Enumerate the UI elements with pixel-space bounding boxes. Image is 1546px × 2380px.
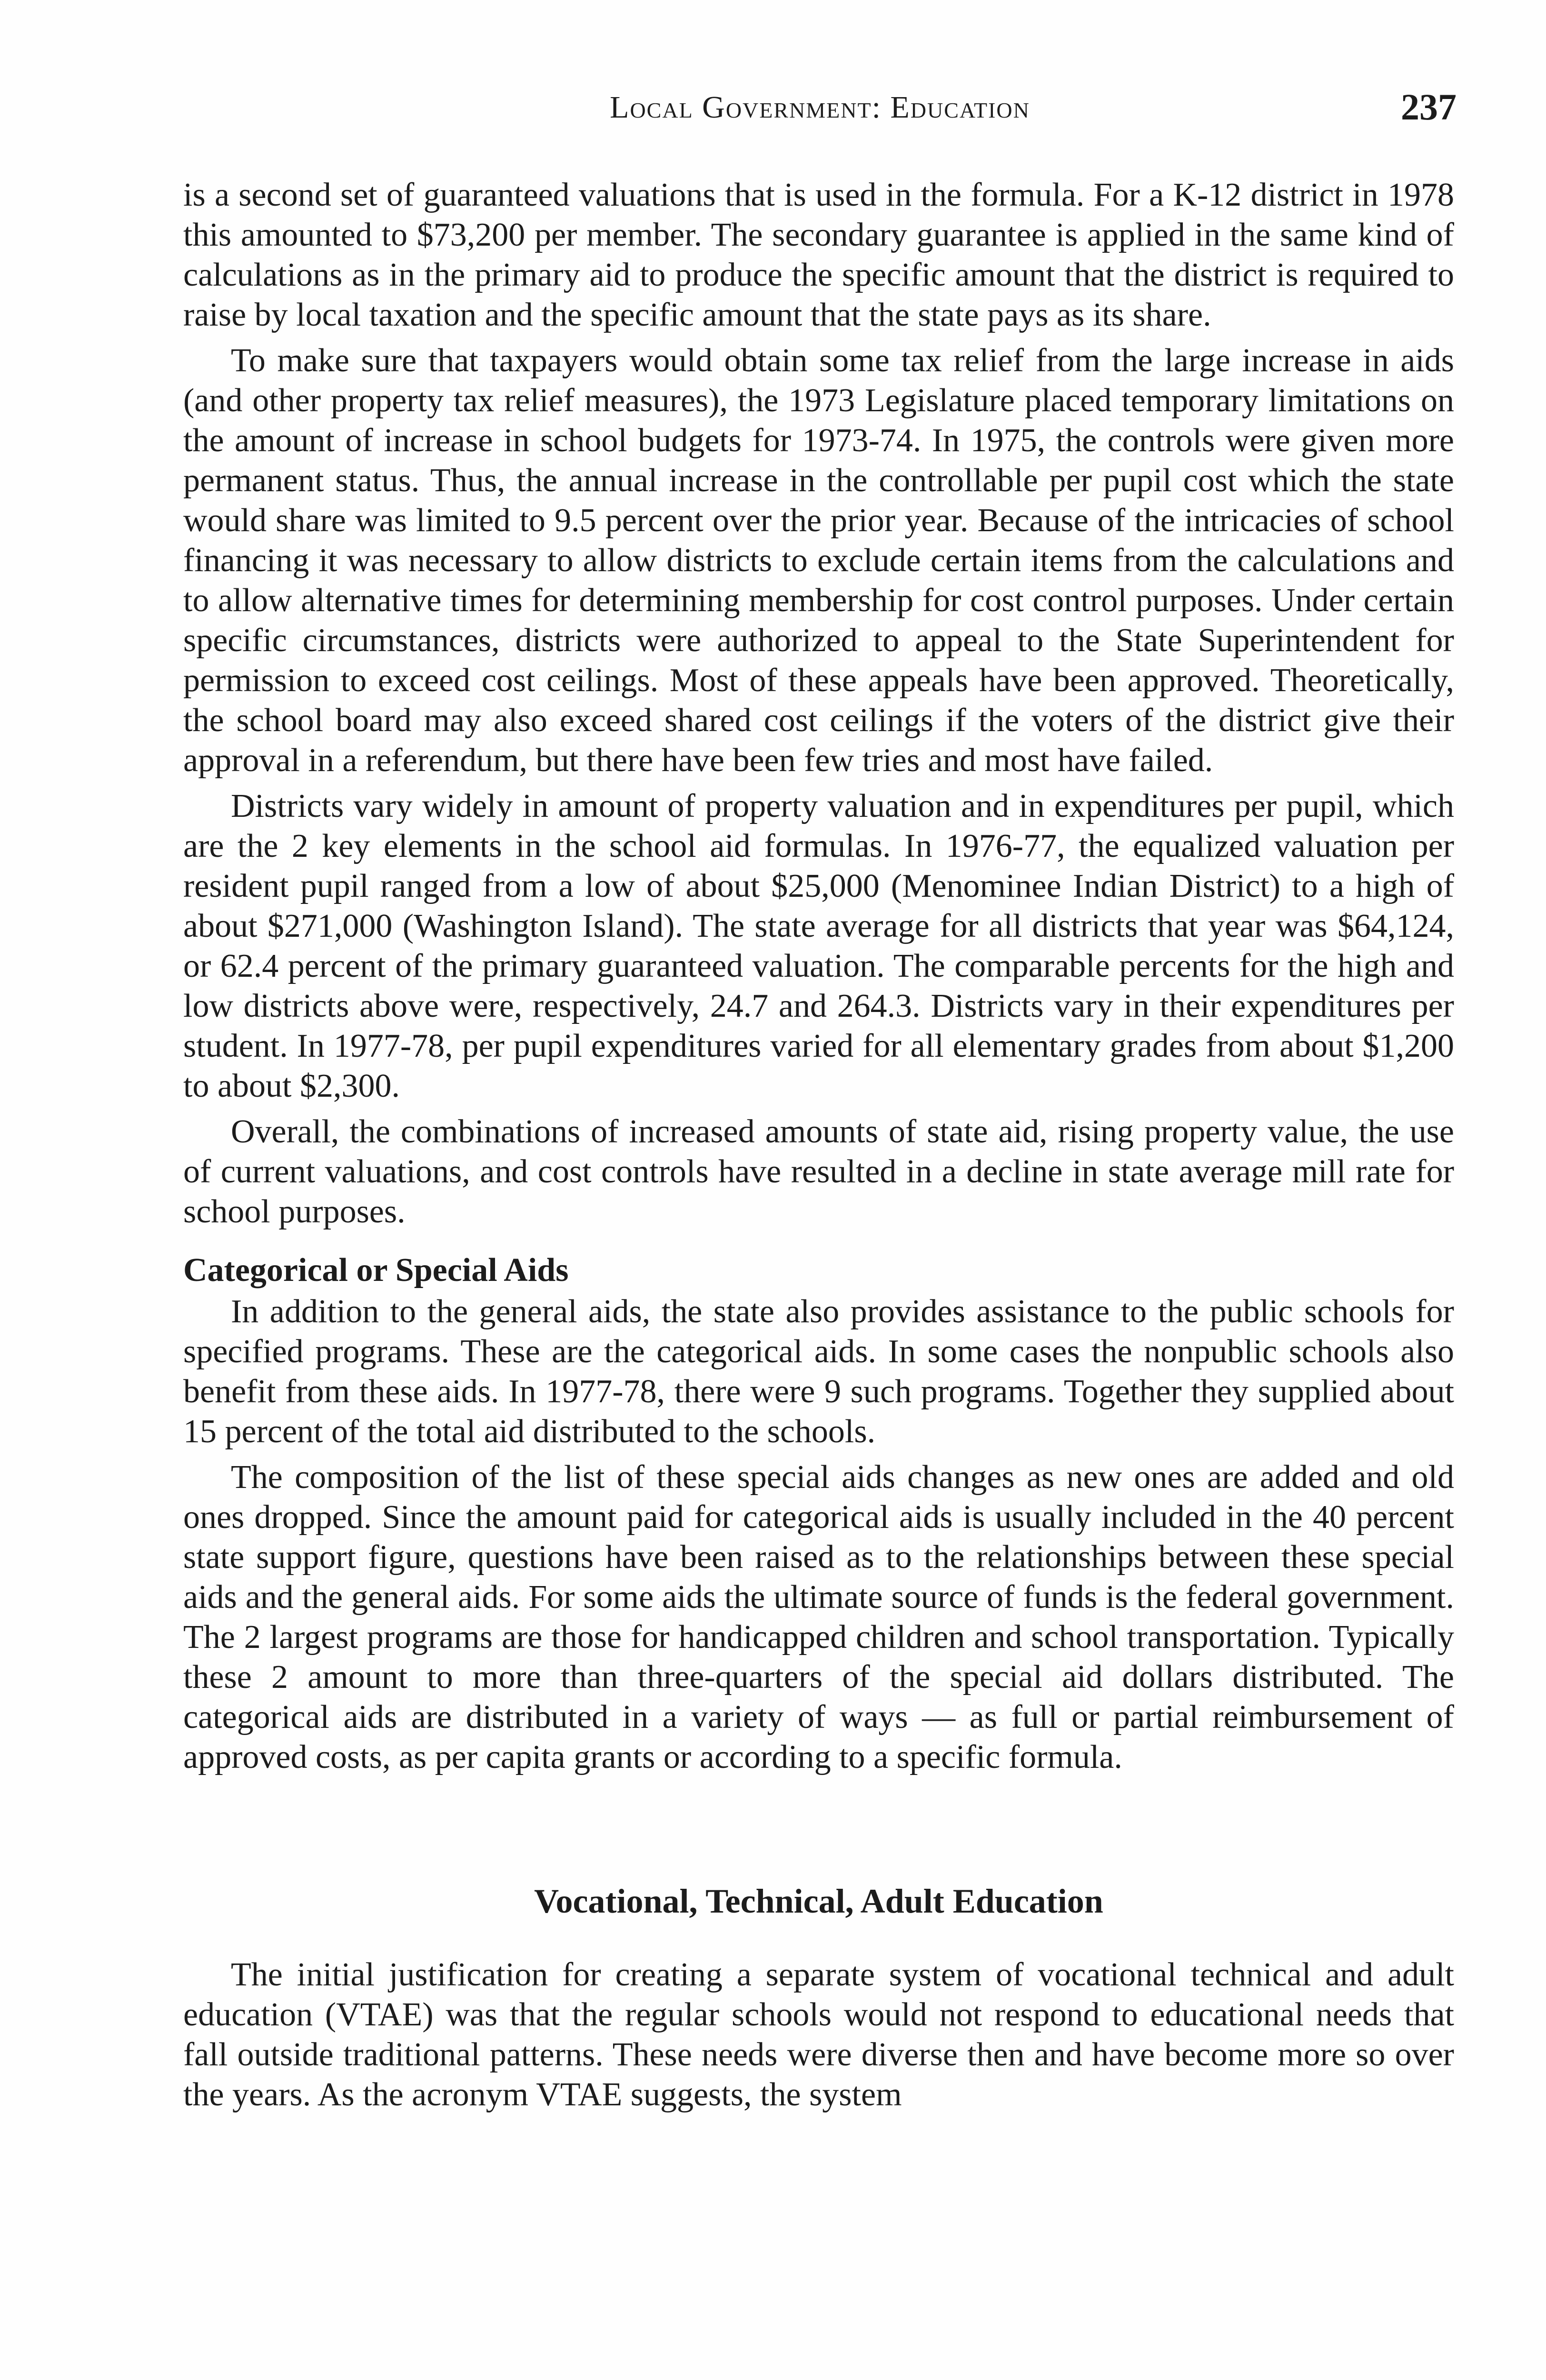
page-header xyxy=(183,86,1457,133)
paragraph-tax-relief: To make sure that taxpayers would obtain some tax relief from the large increase in aids (and other property tax relief measures), the 1973 Legislature placed temporary limitations on the amount of increase in school budgets for 1973-74. In 1975, the controls were given more permanent status. Thus, the annual increase in the controllable per pupil cost which the state would share was limited to 9.5 percent over the prior year. Because of the intricacies of school financing it was necessary to allow districts to exclude certain items from the calculations and to allow alternative times for determining membership for cost control purposes. Under certain specific circumstances, districts were authorized to appeal to the State Superintendent for permission to exceed cost ceilings. Most of these appeals have been approved. Theoretically, the school board may also exceed shared cost ceilings if the voters of the district give their approval in a referendum, but there have been few tries and most have failed. xyxy=(183,342,1454,779)
running-title: Local Government: Education xyxy=(610,90,1030,125)
paragraph-categorical-composition: The composition of the list of these special aids changes as new ones are added and old ones dropped. Since the amount paid for categorical aids is usually included in the 40 percent state support figure, questions have been raised as to the relationships between these special aids and the general aids. For some aids the ultimate source of funds is the federal government. The 2 largest programs are those for handicapped children and school transportation. Typically these 2 amount to more than three-quarters of the special aid dollars distributed. The categorical aids are distributed in a variety of ways — as full or partial reimbursement of approved costs, as per capita grants or according to a specific formula. xyxy=(183,1459,1454,1775)
paragraph-overall: Overall, the combinations of increased amounts of state aid, rising property value, the use of current valuations, and cost controls have resulted in a decline in state average mill rate for school purposes. xyxy=(183,1113,1454,1230)
body-text xyxy=(183,175,1454,2115)
vtae-section-title: Vocational, Technical, Adult Education xyxy=(534,1882,1103,1920)
paragraph-vtae-intro: The initial justification for creating a separate system of vocational technical and adult education (VTAE) was that the regular schools would not respond to educational needs that fall outside traditional patterns. These needs were diverse then and have become more so over the years. As the acronym VTAE suggests, the system xyxy=(183,1956,1454,2113)
paragraph-district-variation: Districts vary widely in amount of property valuation and in expenditures per pupil, which are the 2 key elements in the school aid formulas. In 1976-77, the equalized valuation per resident pupil ranged from a low of about $25,000 (Menominee Indian District) to a high of about $271,000 (Washington Island). The state average for all districts that year was $64,124, or 62.4 percent of the primary guaranteed valuation. The comparable percents for the high and low districts above were, respectively, 24.7 and 264.3. Districts vary in their expenditures per student. In 1977-78, per pupil expenditures varied for all elementary grades from about $1,200 to about $2,300. xyxy=(183,788,1454,1104)
page-number: 237 xyxy=(1401,86,1457,128)
categorical-aids-heading: Categorical or Special Aids xyxy=(183,1252,569,1289)
paragraph-continued: is a second set of guaranteed valuations that is used in the formula. For a K-12 district in 1978 this amounted to $73,200 per member. The secondary guarantee is applied in the same kind of calculations as in the primary aid to produce the specific amount that the district is required to raise by local taxation and the specific amount that the state pays as its share. xyxy=(183,177,1454,333)
paragraph-categorical-intro: In addition to the general aids, the state also provides assistance to the public schools for specified programs. These are the categorical aids. In some cases the nonpublic schools also benefit from these aids. In 1977-78, there were 9 such programs. Together they supplied about 15 percent of the total aid distributed to the schools. xyxy=(183,1293,1454,1450)
